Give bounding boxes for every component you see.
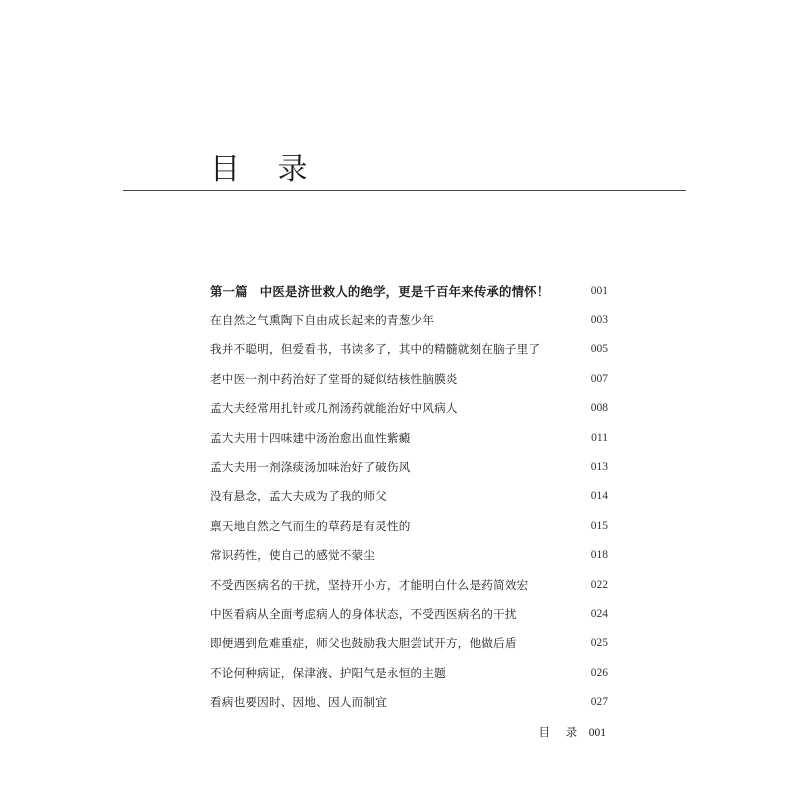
- toc-part-title: 中医是济世救人的绝学，更是千百年来传承的情怀！: [259, 283, 550, 299]
- toc-page-number: 013: [590, 461, 608, 474]
- toc-page-number: 001: [590, 284, 608, 297]
- toc-entry-title: 即便遇到危难重症，师父也鼓励我大胆尝试开方，他做后盾: [210, 636, 517, 651]
- toc-entry-title: 不论何种病证，保津液、护阳气是永恒的主题: [210, 665, 446, 680]
- toc-entry-title: 孟大夫用十四味建中汤治愈出血性紫癜: [210, 430, 411, 445]
- title-divider: [123, 190, 686, 191]
- toc-page-number: 018: [590, 549, 608, 562]
- toc-entry-title: 孟大夫经常用扎针或几剂汤药就能治好中风病人: [210, 401, 458, 416]
- toc-entry-title: 常识药性，使自己的感觉不蒙尘: [210, 548, 376, 563]
- toc-page-number: 015: [590, 519, 608, 532]
- toc-page-number: 026: [590, 666, 608, 679]
- toc-entry[interactable]: [210, 394, 608, 423]
- toc-entry[interactable]: [210, 687, 608, 716]
- toc-page-number: 027: [590, 696, 608, 709]
- toc-entry[interactable]: [210, 541, 608, 570]
- toc-entry[interactable]: [210, 423, 608, 452]
- toc-entry[interactable]: [210, 599, 608, 628]
- footer-page-number: 001: [588, 727, 606, 739]
- footer-label: 目 录: [538, 725, 584, 739]
- toc-page-number: 005: [590, 343, 608, 356]
- toc-page-number: 024: [590, 607, 608, 620]
- toc-entry[interactable]: [210, 335, 608, 364]
- toc-entry[interactable]: [210, 658, 608, 687]
- toc-entry-title: 老中医一剂中药治好了堂哥的疑似结核性脑膜炎: [210, 371, 458, 386]
- toc-entry-title: 在自然之气熏陶下自由成长起来的青葱少年: [210, 313, 435, 328]
- toc-entry-title: 我并不聪明，但爱看书，书读多了，其中的精髓就刻在脑子里了: [210, 342, 541, 357]
- page-footer: [538, 724, 606, 740]
- toc-entry[interactable]: [210, 511, 608, 540]
- toc-entry[interactable]: [210, 305, 608, 334]
- toc-page-number: 003: [590, 314, 608, 327]
- toc-entry[interactable]: [210, 452, 608, 481]
- toc-entry[interactable]: [210, 570, 608, 599]
- toc-entry[interactable]: [210, 629, 608, 658]
- page-title: 目 录: [210, 152, 322, 187]
- toc-page-number: 011: [591, 431, 608, 444]
- toc-entry-title: 中医看病从全面考虑病人的身体状态，不受西医病名的干扰: [210, 606, 517, 621]
- toc-entry[interactable]: [210, 364, 608, 393]
- toc-entry-title: 孟大夫用一剂涤痰汤加味治好了破伤风: [210, 460, 411, 475]
- toc-page-number: 007: [590, 372, 608, 385]
- table-of-contents: [210, 276, 608, 717]
- toc-page-number: 022: [590, 578, 608, 591]
- toc-part-text: [210, 282, 549, 300]
- toc-entry-title: 没有悬念，孟大夫成为了我的师父: [210, 489, 387, 504]
- toc-entry-title: 禀天地自然之气而生的草药是有灵性的: [210, 518, 411, 533]
- toc-page-number: 025: [590, 637, 608, 650]
- toc-page-number: 008: [590, 402, 608, 415]
- toc-part-label: 第一篇: [210, 283, 248, 299]
- toc-entry-title: 不受西医病名的干扰，坚持开小方，才能明白什么是药简效宏: [210, 577, 529, 592]
- toc-entry-title: 看病也要因时、因地、因人而制宜: [210, 695, 387, 710]
- toc-entry[interactable]: [210, 482, 608, 511]
- toc-part-heading[interactable]: [210, 276, 608, 305]
- toc-page-number: 014: [590, 490, 608, 503]
